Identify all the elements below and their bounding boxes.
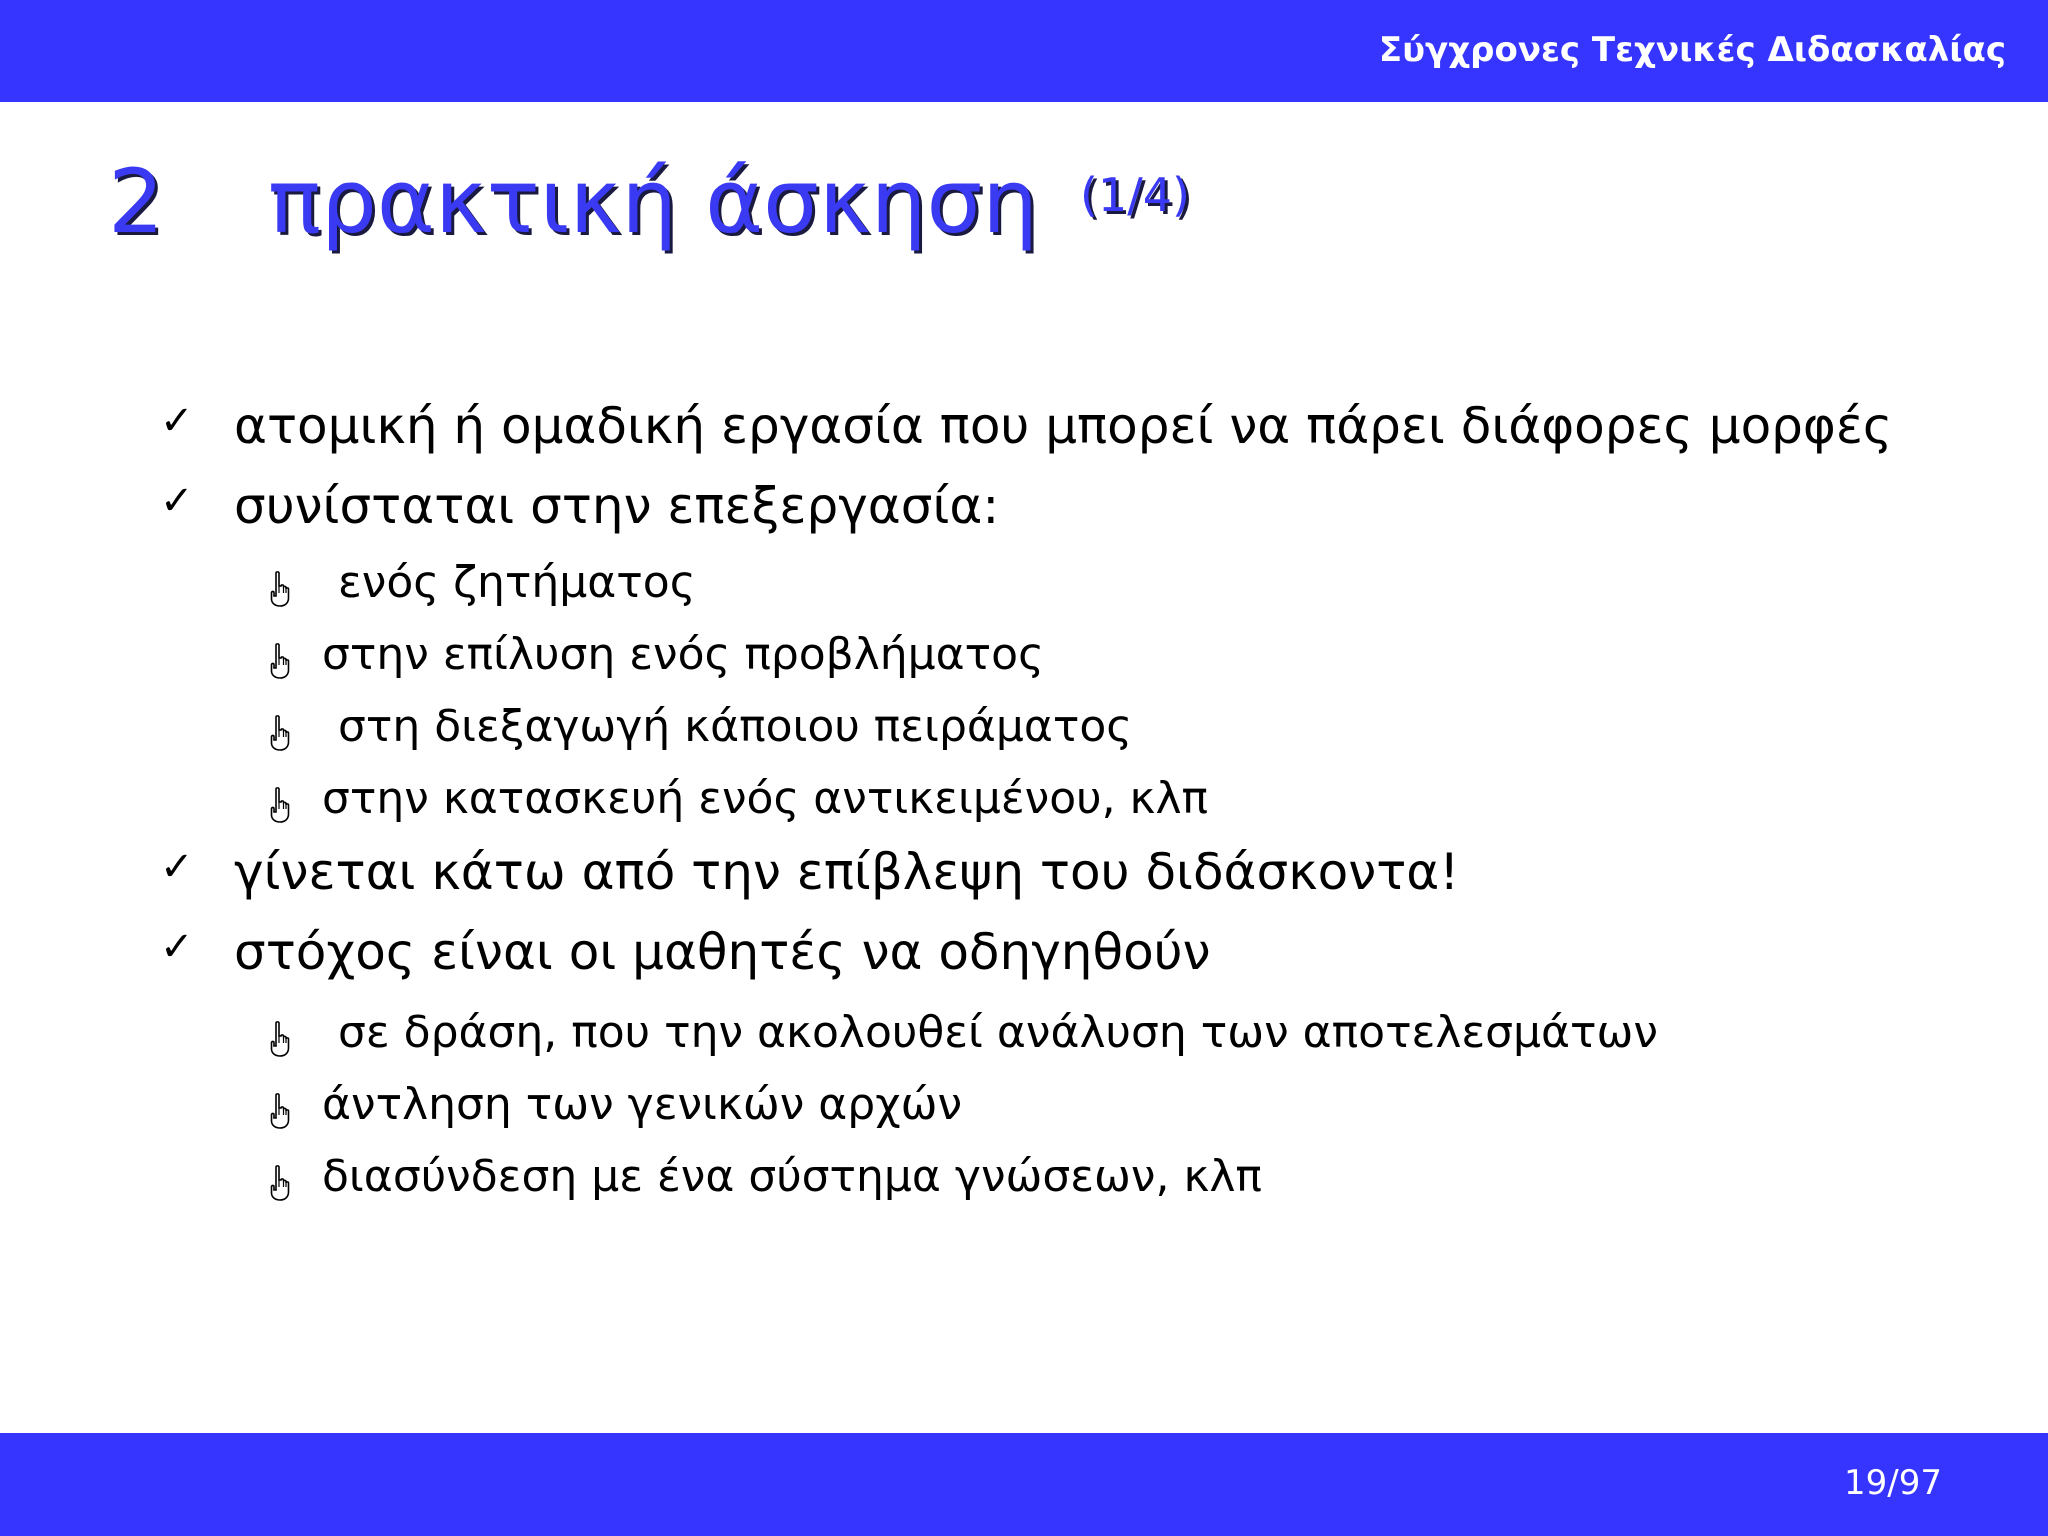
pointing-hand-icon — [268, 638, 290, 674]
title-part-indicator: (1/4) — [1080, 168, 1190, 222]
page-title: πρακτική άσκηση — [268, 150, 1039, 253]
pointing-hand-icon — [268, 1016, 290, 1052]
pointing-hand-icon — [268, 1088, 290, 1124]
list-item-text: άντληση των γενικών αρχών — [322, 1079, 963, 1130]
list-item-text: σε δράση, που την ακολουθεί ανάλυση των αποτελεσμάτων — [338, 1007, 1658, 1058]
list-item-text: στη διεξαγωγή κάποιου πειράματος — [338, 701, 1133, 752]
list-item-text: στην επίλυση ενός προβλήματος — [322, 629, 1044, 680]
check-icon: ✓ — [160, 924, 194, 970]
list-item-text: γίνεται κάτω από την επίβλεψη του διδάσκοντα! — [234, 843, 1460, 901]
presentation-title: Σύγχρονες Τεχνικές Διδασκαλίας — [1378, 30, 2006, 70]
page-number: 19/97 — [1844, 1463, 1942, 1503]
section-number: 2 — [108, 150, 164, 253]
list-item-text: ατομική ή ομαδική εργασία που μπορεί να πάρει διάφορες μορφές — [234, 397, 1893, 455]
list-item-text: στην κατασκευή ενός αντικειμένου, κλπ — [322, 773, 1209, 824]
pointing-hand-icon — [268, 1160, 290, 1196]
list-item-text: στόχος είναι οι μαθητές να οδηγηθούν — [234, 923, 1211, 981]
check-icon: ✓ — [160, 844, 194, 890]
check-icon: ✓ — [160, 478, 194, 524]
pointing-hand-icon — [268, 782, 290, 818]
list-item-text: ενός ζητήματος — [338, 557, 696, 608]
footer-bar — [0, 1433, 2048, 1536]
list-item-text: συνίσταται στην επεξεργασία: — [234, 477, 1000, 535]
pointing-hand-icon — [268, 566, 290, 602]
header-bar — [0, 0, 2048, 102]
check-icon: ✓ — [160, 398, 194, 444]
list-item-text: διασύνδεση με ένα σύστημα γνώσεων, κλπ — [322, 1151, 1262, 1202]
pointing-hand-icon — [268, 710, 290, 746]
